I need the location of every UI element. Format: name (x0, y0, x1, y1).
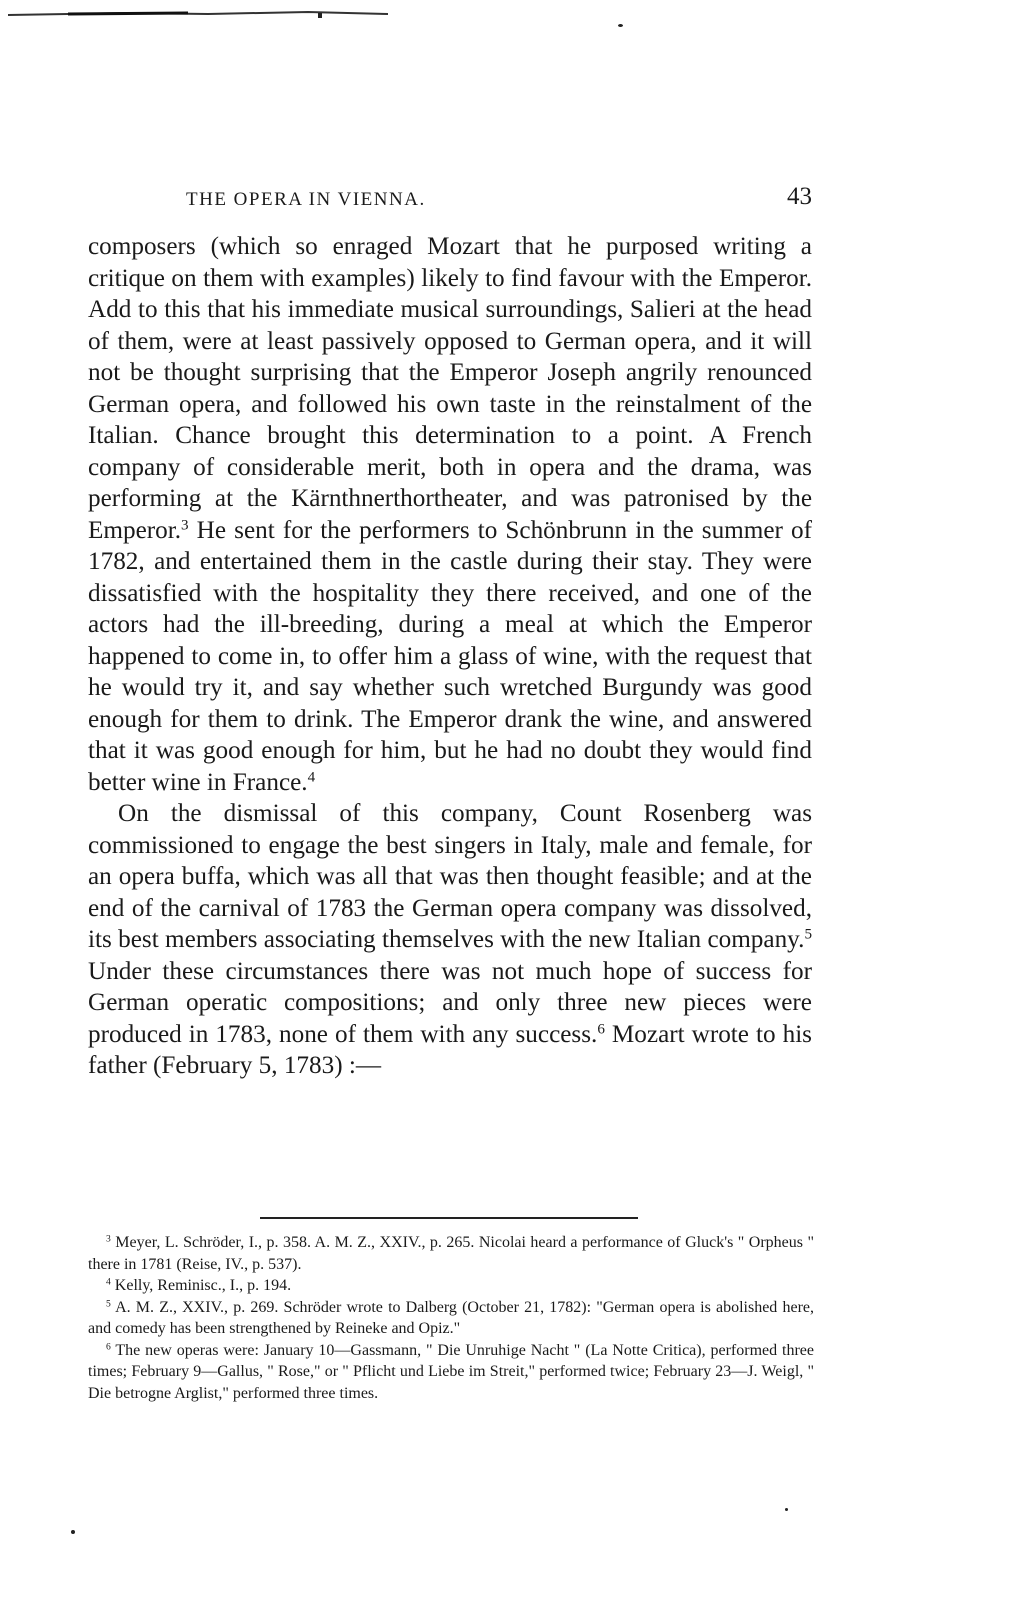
page-header (88, 183, 812, 219)
page-number: 43 (787, 183, 812, 210)
scan-speck (618, 24, 623, 27)
paragraph (88, 231, 812, 798)
text-run: He sent for the performers to Schönbrunn in the summer of 1782, and entertained them in the castle during their stay. They were dissatisfied with the hospitality they there received, and one of the actors had the ill-breeding, during a meal at which the Emperor happened to come in, to offer him a glass of wine, with the request that he would try it, and say whether such wretched Burgundy was good enough for them to drink. The Emperor drank the wine, and answered that it was good enough for him, but he had no doubt they would find better wine in France. (88, 516, 812, 796)
scan-speck (785, 1508, 788, 1511)
footnote-ref: 4 (307, 769, 316, 786)
footnote-text: The new operas were: January 10—Gassmann, " Die Unruhige Nacht " (La Notte Critica), performed three times; February 9—Gallus, " Rose," or " Pflicht und Liebe im Streit," performed twice; February 23—J. Weigl, " Die betrogne Arglist," performed three times. (88, 1341, 814, 1402)
footnote-ref: 3 (181, 517, 189, 534)
scan-speck (71, 1530, 75, 1534)
body-text (88, 231, 812, 1082)
footnote-mark: 6 (106, 1341, 111, 1353)
footnote-mark: 3 (106, 1233, 111, 1245)
scan-artifact-line (8, 10, 388, 18)
text-run: Mozart wrote to his father (February 5, 1783) :— (88, 1020, 812, 1079)
text-run: Under these circumstances there was not much hope of success for German operatic compositions; and only three new pieces were produced in 1783, none of them with any success. (88, 957, 812, 1048)
footnote-text: Kelly, Reminisc., I., p. 194. (110, 1277, 292, 1294)
footnote-text: A. M. Z., XXIV., p. 269. Schröder wrote to Dalberg (October 21, 1782): "German opera is abolished here, and comedy has been strengthened by Reineke and Opiz." (88, 1298, 814, 1337)
footnote-ref: 5 (804, 926, 812, 943)
footnote (88, 1275, 814, 1297)
footnote-text: Meyer, L. Schröder, I., p. 358. A. M. Z., XXIV., p. 265. Nicolai heard a performance of Gluck's " Orpheus " there in 1781 (Reise, IV., p. 537). (88, 1234, 814, 1273)
footnote (88, 1340, 814, 1405)
footnote-mark: 5 (106, 1298, 111, 1310)
text-run: composers (which so enraged Mozart that he purposed writing a critique on them with examples) likely to find favour with the Emperor. Add to this that his immediate musical surroundings, Salieri at the head of them, were at least passively opposed to German opera, and it will not be thought surprising that the Emperor Joseph angrily renounced German opera, and followed his own taste in the reinstalment of the Italian. Chance brought this determination to a point. A French company of considerable merit, both in opera and the drama, was performing at the Kärnthnerthortheater, and was patronised by the Emperor. (88, 233, 812, 544)
text-run: On the dismissal of this company, Count Rosenberg was commissioned to engage the best singers in Italy, male and female, for an opera buffa, which was all that was then thought feasible; and at the end of the carnival of 1783 the German opera company was dissolved, its best members associating themselves with the new Italian company. (88, 800, 812, 953)
footnote-divider (260, 1217, 638, 1219)
footnote (88, 1297, 814, 1340)
paragraph (88, 798, 812, 1082)
footnote-mark: 4 (106, 1276, 111, 1288)
footnote-ref: 6 (597, 1021, 605, 1038)
running-title: THE OPERA IN VIENNA. (186, 189, 426, 210)
footnote (88, 1232, 814, 1275)
footnotes (88, 1232, 814, 1404)
